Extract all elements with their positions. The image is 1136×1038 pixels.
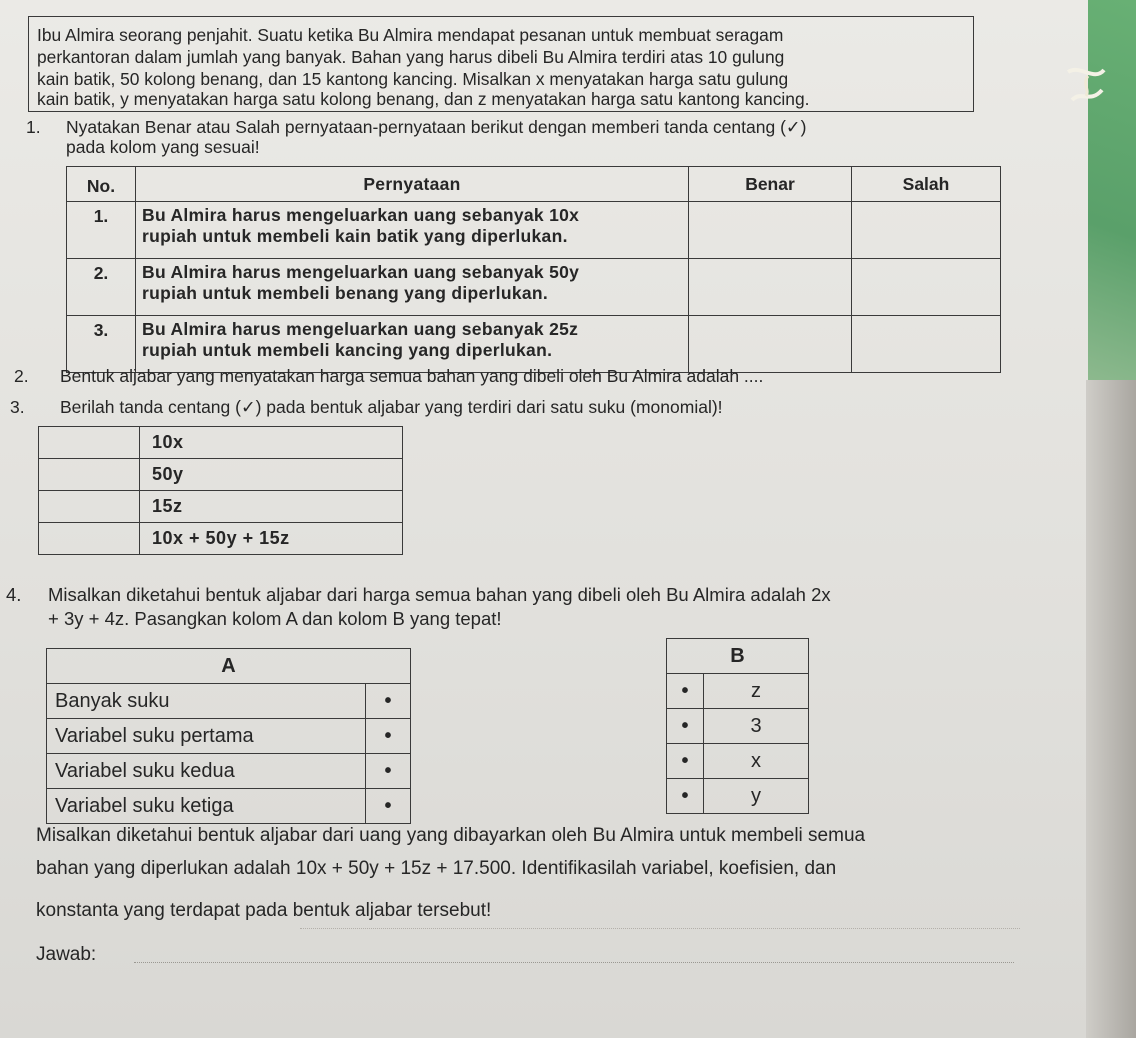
match-dot[interactable]: • <box>366 684 411 719</box>
table-row <box>47 719 411 754</box>
table-header-row <box>667 639 809 674</box>
table-row <box>667 709 809 744</box>
checkbox-cell[interactable] <box>39 491 140 523</box>
intro-line: perkantoran dalam jumlah yang banyak. Bahan yang harus dibeli Bu Almira terdiri atas 10 gulung <box>37 47 785 67</box>
table-row <box>47 789 411 824</box>
answer-label: Jawab: <box>36 944 97 965</box>
statement-cell <box>136 259 689 316</box>
column-b-item: y <box>704 779 809 814</box>
table-header-row <box>47 649 411 684</box>
q3-text: Berilah tanda centang (✓) pada bentuk aljabar yang terdiri dari satu suku (monomial)! <box>60 397 723 417</box>
intro-line: kain batik, 50 kolong benang, dan 15 kantong kancing. Misalkan x menyatakan harga satu gulung <box>37 69 789 89</box>
statement-cell <box>136 202 689 259</box>
table-row <box>47 684 411 719</box>
q1-statement-table <box>66 166 1001 373</box>
green-background <box>1088 0 1136 380</box>
intro-line: kain batik, y menyatakan harga satu kolong benang, dan z menyatakan harga satu kantong kancing. <box>37 89 810 109</box>
table-row <box>39 523 403 555</box>
q4-text: Misalkan diketahui bentuk aljabar dari harga semua bahan yang dibeli oleh Bu Almira adalah 2x <box>48 584 831 605</box>
false-checkbox-cell[interactable] <box>852 259 1001 316</box>
column-b-item: z <box>704 674 809 709</box>
match-dot[interactable]: • <box>667 744 704 779</box>
q5-text-cont: konstanta yang terdapat pada bentuk aljabar tersebut! <box>36 900 492 921</box>
table-row <box>39 491 403 523</box>
q2-text: Bentuk aljabar yang menyatakan harga semua bahan yang dibeli oleh Bu Almira adalah .... <box>60 366 764 386</box>
q4-column-b <box>666 638 809 814</box>
column-a-item: Variabel suku pertama <box>47 719 366 754</box>
table-row <box>67 202 1001 259</box>
table-row <box>667 779 809 814</box>
expression-cell: 10x + 50y + 15z <box>140 523 403 555</box>
statement-line: rupiah untuk membeli kancing yang diperlukan. <box>142 340 553 360</box>
table-row <box>667 744 809 779</box>
q5-text-cont: bahan yang diperlukan adalah 10x + 50y + 15z + 17.500. Identifikasilah variabel, koefisien, dan <box>36 858 837 879</box>
q1-text-cont: pada kolom yang sesuai! <box>66 137 260 157</box>
q4-text-cont: + 3y + 4z. Pasangkan kolom A dan kolom B yang tepat! <box>48 608 502 629</box>
match-dot[interactable]: • <box>667 779 704 814</box>
column-a-item: Banyak suku <box>47 684 366 719</box>
q3-number: 3. <box>10 397 25 417</box>
match-dot[interactable]: • <box>366 789 411 824</box>
match-dot[interactable]: • <box>366 754 411 789</box>
column-a-header: A <box>47 649 411 684</box>
intro-box <box>28 16 974 112</box>
table-row <box>67 316 1001 373</box>
column-b-item: 3 <box>704 709 809 744</box>
statement-line: rupiah untuk membeli kain batik yang diperlukan. <box>142 226 568 246</box>
true-checkbox-cell[interactable] <box>689 259 852 316</box>
match-dot[interactable]: • <box>667 674 704 709</box>
header-false: Salah <box>852 167 1001 202</box>
column-a-item: Variabel suku ketiga <box>47 789 366 824</box>
table-row <box>67 259 1001 316</box>
statement-line: Bu Almira harus mengeluarkan uang sebanyak 10x <box>142 205 580 225</box>
false-checkbox-cell[interactable] <box>852 202 1001 259</box>
column-b-item: x <box>704 744 809 779</box>
match-dot[interactable]: • <box>667 709 704 744</box>
q1-text: Nyatakan Benar atau Salah pernyataan-pernyataan berikut dengan memberi tanda centang (✓) <box>66 117 807 137</box>
header-no: No. <box>67 167 136 202</box>
q1-number: 1. <box>26 117 41 137</box>
checkbox-cell[interactable] <box>39 459 140 491</box>
q4-number: 4. <box>6 584 22 605</box>
checkbox-cell[interactable] <box>39 427 140 459</box>
false-checkbox-cell[interactable] <box>852 316 1001 373</box>
expression-cell: 15z <box>140 491 403 523</box>
column-b-header: B <box>667 639 809 674</box>
row-number: 3. <box>67 316 136 373</box>
table-row <box>47 754 411 789</box>
table-header-row <box>67 167 1001 202</box>
q2-number: 2. <box>14 366 29 386</box>
expression-cell: 10x <box>140 427 403 459</box>
true-checkbox-cell[interactable] <box>689 202 852 259</box>
true-checkbox-cell[interactable] <box>689 316 852 373</box>
table-row <box>39 427 403 459</box>
row-number: 2. <box>67 259 136 316</box>
intro-line: Ibu Almira seorang penjahit. Suatu ketika Bu Almira mendapat pesanan untuk membuat seragam <box>37 25 784 45</box>
statement-line: rupiah untuk membeli benang yang diperlukan. <box>142 283 549 303</box>
match-dot[interactable]: • <box>366 719 411 754</box>
table-row <box>667 674 809 709</box>
statement-line: Bu Almira harus mengeluarkan uang sebanyak 50y <box>142 262 580 282</box>
q3-monomial-table <box>38 426 403 555</box>
dotted-line <box>300 928 1020 929</box>
row-number: 1. <box>67 202 136 259</box>
statement-line: Bu Almira harus mengeluarkan uang sebanyak 25z <box>142 319 579 339</box>
q4-column-a <box>46 648 411 824</box>
page-edge-shadow <box>1086 380 1136 1038</box>
header-statement: Pernyataan <box>136 167 689 202</box>
checkbox-cell[interactable] <box>39 523 140 555</box>
statement-cell <box>136 316 689 373</box>
expression-cell: 50y <box>140 459 403 491</box>
q5-text: Misalkan diketahui bentuk aljabar dari uang yang dibayarkan oleh Bu Almira untuk membeli semua <box>36 825 866 846</box>
ribbon-decoration <box>1060 60 1110 110</box>
column-a-item: Variabel suku kedua <box>47 754 366 789</box>
table-row <box>39 459 403 491</box>
answer-line[interactable] <box>134 962 1014 963</box>
header-true: Benar <box>689 167 852 202</box>
